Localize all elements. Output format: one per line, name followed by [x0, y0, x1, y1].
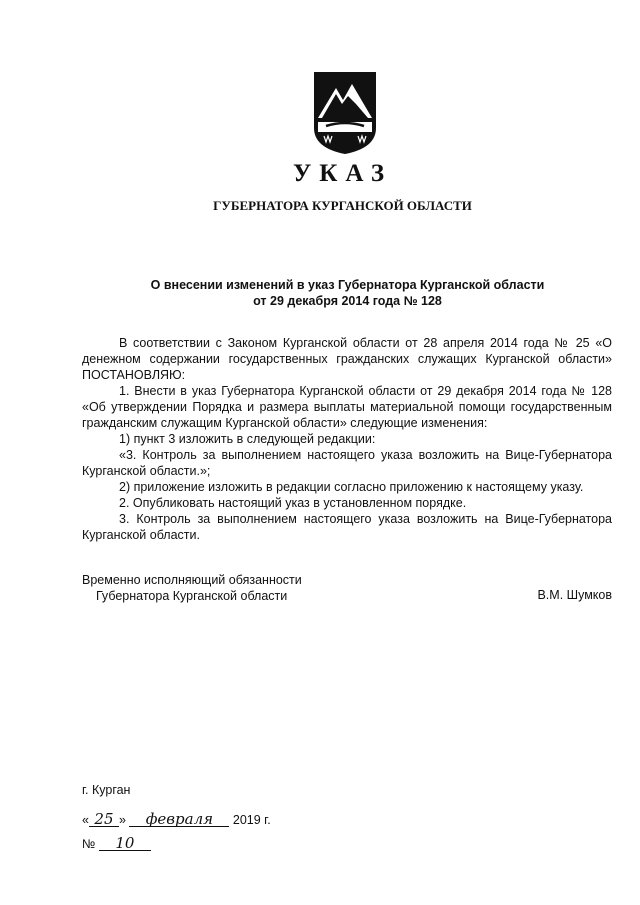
signatory-position	[82, 572, 302, 604]
body-paragraph-7: 3. Контроль за выполнением настоящего указа возложить на Вице-Губернатора Курганской области.	[82, 512, 612, 542]
body-paragraph-3: 1) пункт 3 изложить в следующей редакции:	[119, 432, 376, 446]
heading-line-2: от 29 декабря 2014 года № 128	[253, 294, 442, 308]
date-month: февраля	[129, 812, 229, 827]
body-paragraph-6: 2. Опубликовать настоящий указ в установленном порядке.	[119, 496, 467, 510]
signatory-name: В.М. Шумков	[537, 588, 612, 602]
body-paragraph-4: «3. Контроль за выполнением настоящего указа возложить на Вице-Губернатора Курганской области.»;	[82, 448, 612, 478]
number-value: 10	[99, 836, 151, 851]
document-number	[82, 836, 151, 851]
number-label: №	[82, 837, 96, 851]
city-label: г. Курган	[82, 783, 131, 797]
position-line-1: Временно исполняющий обязанности	[82, 573, 302, 587]
coat-of-arms-icon	[312, 70, 378, 156]
document-date	[82, 812, 271, 827]
position-line-2: Губернатора Курганской области	[96, 589, 288, 603]
date-year: 2019 г.	[232, 813, 271, 827]
document-body	[82, 335, 612, 543]
date-open-quote: «	[82, 813, 89, 827]
document-heading	[0, 277, 640, 309]
body-paragraph-5: 2) приложение изложить в редакции согласно приложению к настоящему указу.	[119, 480, 584, 494]
date-close-quote: »	[118, 813, 126, 827]
date-day: 25	[89, 812, 119, 827]
document-subtitle: ГУБЕРНАТОРА КУРГАНСКОЙ ОБЛАСТИ	[213, 198, 472, 213]
body-paragraph-1: В соответствии с Законом Курганской области от 28 апреля 2014 года № 25 «О денежном содержании государственных гражданских служащих Курганской области» ПОСТАНОВЛЯЮ:	[82, 336, 612, 382]
document-title: УКАЗ	[292, 160, 393, 187]
heading-line-1: О внесении изменений в указ Губернатора Курганской области	[150, 278, 545, 292]
body-paragraph-2: 1. Внести в указ Губернатора Курганской области от 29 декабря 2014 года № 128 «Об утверждении Порядка и размера выплаты материальной помощи государственным гражданским служащим Курганской области» следующие изменения:	[82, 384, 612, 430]
